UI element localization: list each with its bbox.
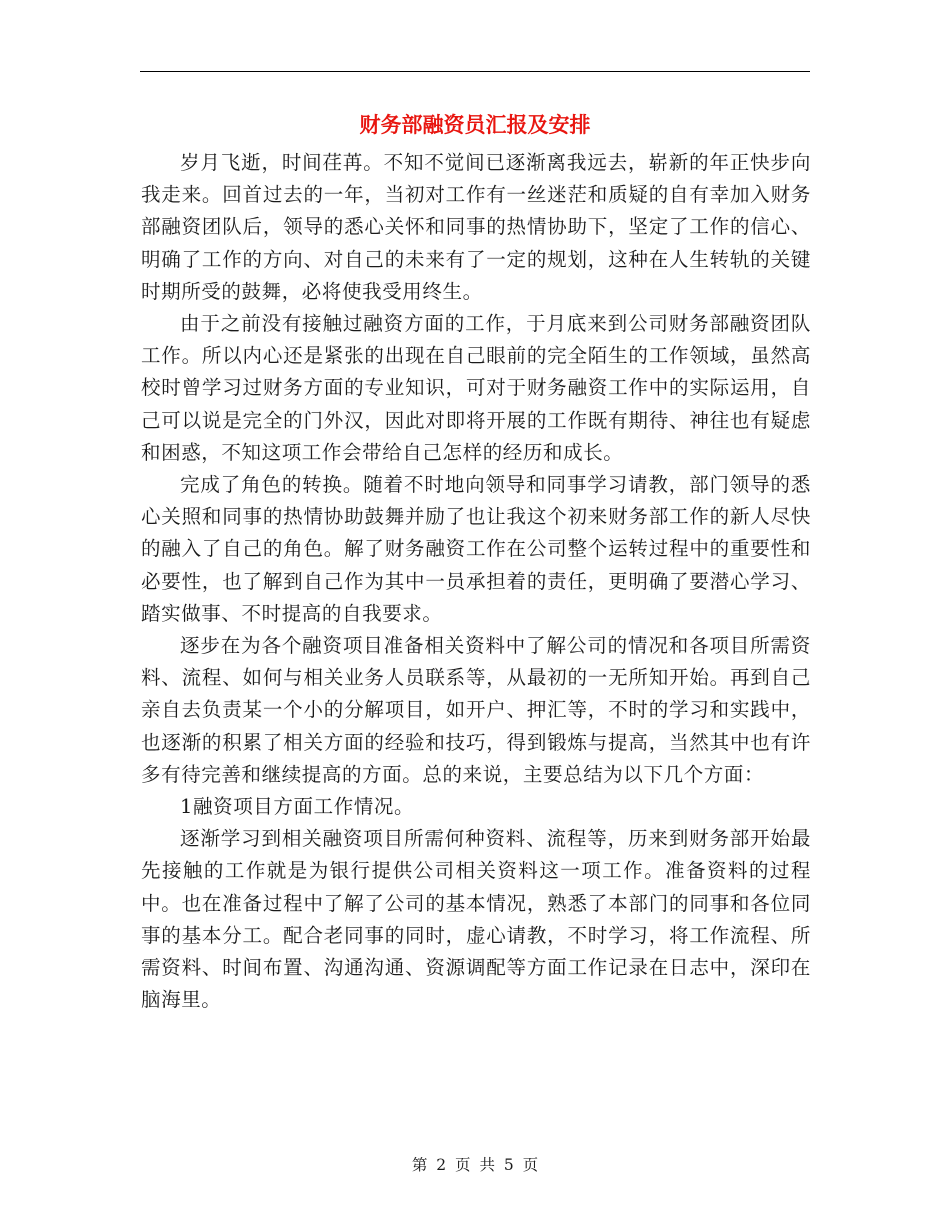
paragraph-4: 逐步在为各个融资项目准备相关资料中了解公司的情况和各项目所需资料、流程、如何与相关业务人员联系等，从最初的一无所知开始。再到自己亲自去负责某一个小的分解项目，如开户、押汇等，不时的学习和实践中，也逐渐的积累了相关方面的经验和技巧，得到锻炼与提高，当然其中也有许多有待完善和继续提高的方面。总的来说，主要总结为以下几个方面： [141, 634, 811, 786]
paragraph-5: 逐渐学习到相关融资项目所需何种资料、流程等，历来到财务部开始最先接触的工作就是为银行提供公司相关资料这一项工作。准备资料的过程中。也在准备过程中了解了公司的基本情况，熟悉了本部门的同事和各位同事的基本分工。配合老同事的同时，虚心请教，不时学习，将工作流程、所需资料、时间布置、沟通沟通、资源调配等方面工作记录在日志中，深印在脑海里。 [141, 827, 811, 1012]
section-heading-1: 1融资项目方面工作情况。 [180, 795, 415, 819]
document-body [141, 147, 811, 1016]
header-rule [140, 71, 810, 72]
paragraph-1: 岁月飞逝，时间荏苒。不知不觉间已逐渐离我远去，崭新的年正快步向我走来。回首过去的一年，当初对工作有一丝迷茫和质疑的自有幸加入财务部融资团队后，领导的悉心关怀和同事的热情协助下，坚定了工作的信心、明确了工作的方向、对自己的未来有了一定的规划，这种在人生转轨的关键时期所受的鼓舞，必将使我受用终生。 [141, 151, 811, 303]
paragraph-2: 由于之前没有接触过融资方面的工作，于月底来到公司财务部融资团队工作。所以内心还是紧张的出现在自己眼前的完全陌生的工作领域，虽然高校时曾学习过财务方面的专业知识，可对于财务融资工作中的实际运用，自己可以说是完全的门外汉，因此对即将开展的工作既有期待、神往也有疑虑和困惑，不知这项工作会带给自己怎样的经历和成长。 [141, 312, 811, 464]
paragraph-3: 完成了角色的转换。随着不时地向领导和同事学习请教，部门领导的悉心关照和同事的热情协助鼓舞并励了也让我这个初来财务部工作的新人尽快的融入了自己的角色。解了财务融资工作在公司整个运转过程中的重要性和必要性，也了解到自己作为其中一员承担着的责任，更明确了要潜心学习、踏实做事、不时提高的自我要求。 [141, 473, 811, 625]
document-title: 财务部融资员汇报及安排 [359, 112, 591, 137]
page-footer: 第 2 页 共 5 页 [411, 1156, 539, 1174]
